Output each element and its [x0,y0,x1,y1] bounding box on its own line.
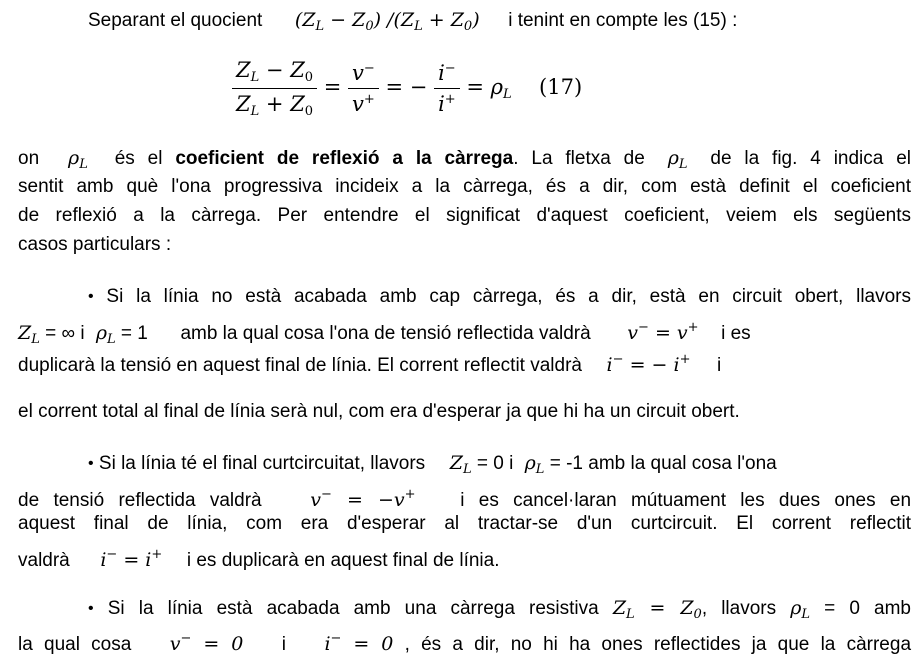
case1-line2: $Z_L$ = ∞ i $\rho_L = 1$ amb la qual cosa l'ona de tensió reflectida valdrà v− = v+ i es [18,320,751,347]
p2-line4: casos particulars : [18,234,172,255]
quotient-formula: $(Z_L - Z_0) /(Z_L + Z_0)$ [294,9,480,34]
case2-line3: aquest final de línia, com era d'esperar al tractar-se d'un curtcircuit. El corrent reflectit [18,513,911,534]
equation-17: $\frac{Z_L - Z_0}{Z_L + Z_0}$ = $\frac{v^-}{v^+}$ = − $\frac{i^-}{i^+}$ = $\rho_L$ (17) [232,58,582,119]
eq-lhs-fraction: $\frac{Z_L - Z_0}{Z_L + Z_0}$ [232,58,317,119]
p2-line2: sentit amb què l'ona progressiva incideix a la càrrega, és a dir, com està definit el coeficient [18,176,911,197]
equation-number: (17) [539,75,583,99]
case1-line3: duplicarà la tensió en aquest final de línia. El corrent reflectit valdrà i− = − i+ i [18,352,722,376]
reflection-coefficient-term: coeficient de reflexió a la càrrega [175,148,514,169]
case1-line1: • Si la línia no està acabada amb cap càrrega, és a dir, està en circuit obert, llavors [88,286,911,307]
p2-line3: de reflexió a la càrrega. Per entendre el significat d'aquest coeficient, veiem els següents [18,205,911,226]
case2-line2: de tensió reflectida valdrà v− = −v+ i es cancel·laran mútuament les dues ones en [18,487,912,511]
case2-line1: • Si la línia té el final curtcircuitat, llavors $Z_L = 0$ i $\rho_L = -1$ amb la qual cosa l'ona [88,452,777,477]
intro-text: Separant el quocient [88,10,263,31]
case1-line4: el corrent total al final de línia serà nul, com era d'esperar ja que hi ha un circuit obert. [18,401,740,422]
p2-line1: on $\rho_L$ és el coeficient de reflexió a la càrrega. La fletxa de $\rho_L$ de la fig. 4 indica el [18,147,912,172]
bullet-icon: • [88,288,94,305]
bullet-icon: • [88,455,94,472]
eq-current-fraction: $\frac{i^-}{i^+}$ [434,61,460,116]
bullet-icon: • [88,600,94,617]
eq-voltage-fraction: $\frac{v^-}{v^+}$ [348,61,379,116]
case3-line1: • Si la línia està acabada amb una càrrega resistiva $Z_L = Z_0$, llavors $\rho_L = 0$ amb [88,597,911,622]
intro-text-end: i tenint en compte les (15) : [508,10,738,31]
intro-line [88,8,737,39]
case2-line4: valdrà i− = i+ i es duplicarà en aquest final de línia. [18,547,500,571]
case3-line2: la qual cosa v− = 0 i i− = 0 , és a dir, no hi ha ones reflectides ja que la càrrega [18,631,912,655]
